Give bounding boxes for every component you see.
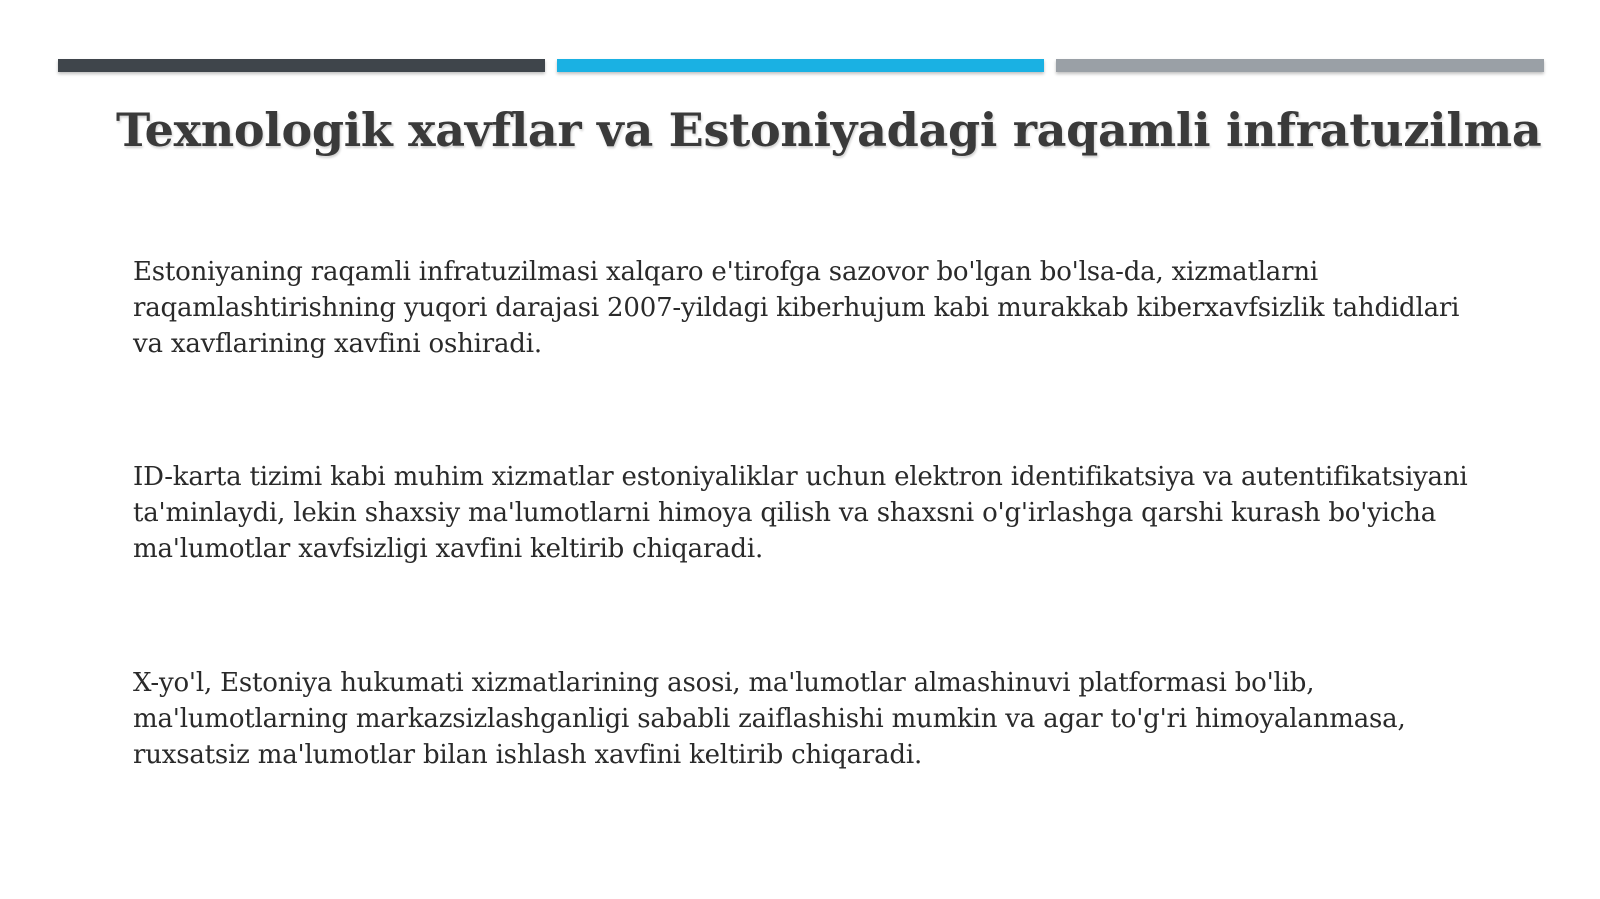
header-accent-bars	[58, 59, 1544, 73]
body-paragraph-1: Estoniyaning raqamli infratuzilmasi xalqaro e'tirofga sazovor bo'lgan bo'lsa-da, xizmatlarni raqamlashtirishning yuqori darajasi 2007-yildagi kiberhujum kabi murakkab kiberxavfsizlik tahdidlari va xavflarining xavfini oshiradi.	[133, 257, 1460, 359]
slide-title: Texnologik xavflar va Estoniyadagi raqamli infratuzilma	[116, 103, 1542, 157]
body-paragraph-3: X-yo'l, Estoniya hukumati xizmatlarining asosi, ma'lumotlar almashinuvi platformasi bo'lib, ma'lumotlarning markazsizlashganligi sababli zaiflashishi mumkin va agar to'g'ri himoyalanmasa, ruxsatsiz ma'lumotlar bilan ishlash xavfini keltirib chiqaradi.	[133, 668, 1406, 770]
accent-bar-dark	[58, 59, 545, 72]
accent-bar-gray	[1056, 59, 1544, 72]
accent-bar-blue	[557, 59, 1044, 72]
body-paragraph-2: ID-karta tizimi kabi muhim xizmatlar estoniyaliklar uchun elektron identifikatsiya va autentifikatsiyani ta'minlaydi, lekin shaxsiy ma'lumotlarni himoya qilish va shaxsni o'g'irlashga qarshi kurash bo'yicha ma'lumotlar xavfsizligi xavfini keltirib chiqaradi.	[133, 462, 1468, 564]
